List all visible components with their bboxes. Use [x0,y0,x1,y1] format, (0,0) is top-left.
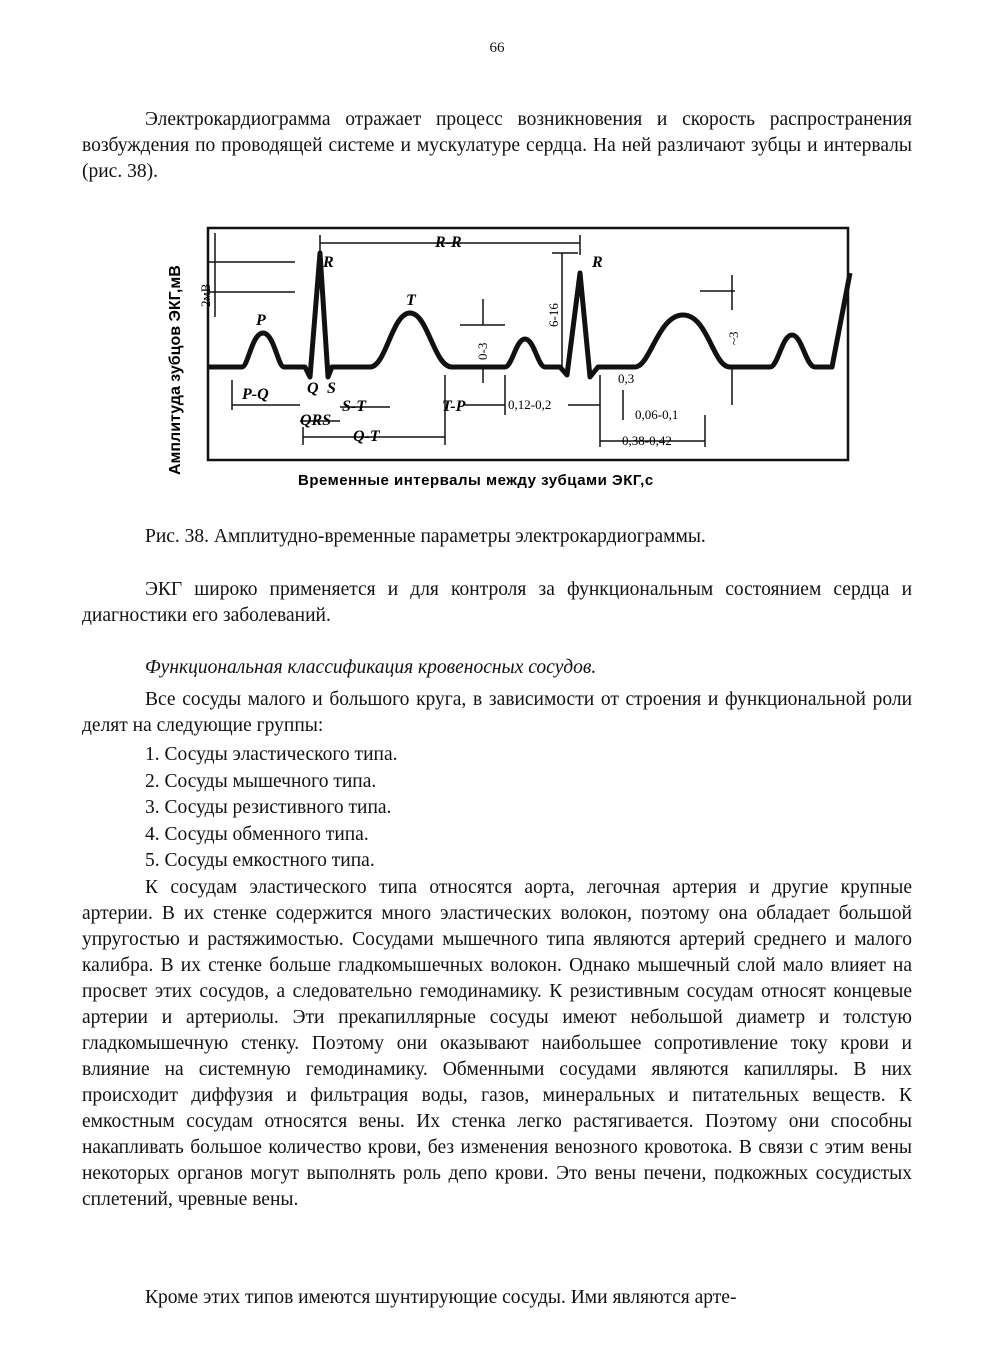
label-interval-03: 0,3 [618,371,635,386]
y-axis-label: Амплитуда зубцов ЭКГ,мВ [167,265,184,475]
label-t-amp: ~3 [726,331,741,345]
page-number: 66 [489,40,505,56]
label-p: P [256,312,266,329]
label-r2: R [592,254,603,271]
vessel-types-list [145,742,397,875]
intro-paragraph: Электрокардиограмма отражает процесс возникновения и скорость распространения возбуждения по проводящей системе и мускулатуре сердца. На ней различают зубцы и интервалы (рис. 38). [82,109,912,182]
label-pq: P-Q [242,386,269,403]
label-rr: R-R [435,234,462,251]
section-heading: Функциональная классификация кровеносных сосудов. [145,657,597,678]
main-paragraph: К сосудам эластического типа относятся аорта, легочная артерия и другие крупные артерии. В их стенке содержится много эластических волокон, поэтому она обладает большой упругостью и растяжимостью. Сосудами мышечного типа являются артерий среднего и малого калибра. В их стенке больше гладкомышечных волокон. Однако мышечный слой мало влияет на просвет этих сосудов, а следовательно гемодинамику. К резистивным сосудам относят концевые артерии и артериолы. Эти прекапиллярные сосуды имеют небольшой диаметр и толстую гладкомышечную стенку. Поэтому они оказывают наибольшее сопротивление току крови и влияние на системную гемодинамику. Обменными сосудами являются капилляры. В них происходит диффузия и фильтрация воды, газов, минеральных и питательных веществ. К емкостным сосудам относятся вены. Их стенка легко растягивается. Поэтому они способны накапливать большое количество крови, без изменения венозного кровотока. В связи с этим вены некоторых органов могут выполнять роль депо крови. Это вены печени, подкожных сосудистых сплетений, чревные вены. [82,877,912,1210]
label-r-amp: 6-16 [546,303,561,327]
ecg-paragraph: ЭКГ широко применяется и для контроля за функциональным состоянием сердца и диагностики его заболеваний. [82,579,912,626]
last-line: Кроме этих типов имеются шунтирующие сосуды. Ими являются арте- [145,1287,737,1308]
label-t: T [406,292,416,309]
label-qrs: QRS [300,412,332,429]
label-s: S [327,380,336,397]
figure-caption: Рис. 38. Амплитудно-временные параметры электрокардиограммы. [145,526,706,547]
list-item: 4. Сосуды обменного типа. [145,823,369,845]
x-axis-label: Временные интервалы между зубцами ЭКГ,с [298,472,654,489]
label-interval-038: 0,38-0,42 [622,433,672,448]
label-p-amp: 0-3 [475,342,490,360]
list-item: 1. Сосуды эластического типа. [145,744,398,765]
list-item: 2. Сосуды мышечного типа. [145,770,377,792]
list-item: 3. Сосуды резистивного типа. [145,797,392,818]
label-tp: T-P [442,398,466,415]
label-interval-012: 0,12-0,2 [508,397,552,412]
ecg-diagram [160,215,860,505]
label-q: Q [307,380,319,397]
list-item: 5. Сосуды емкостного типа. [145,850,375,871]
ecg-trace [208,253,850,377]
label-st: S-T [342,398,366,415]
groups-intro: Все сосуды малого и большого круга, в зависимости от строения и функциональной роли делят на следующие группы: [82,689,912,736]
ecg-figure [160,215,860,505]
label-r1: R [323,254,334,271]
label-interval-006: 0,06-0,1 [635,407,679,422]
label-2mv: 2мВ [198,283,213,307]
label-qt: Q-T [353,428,380,445]
